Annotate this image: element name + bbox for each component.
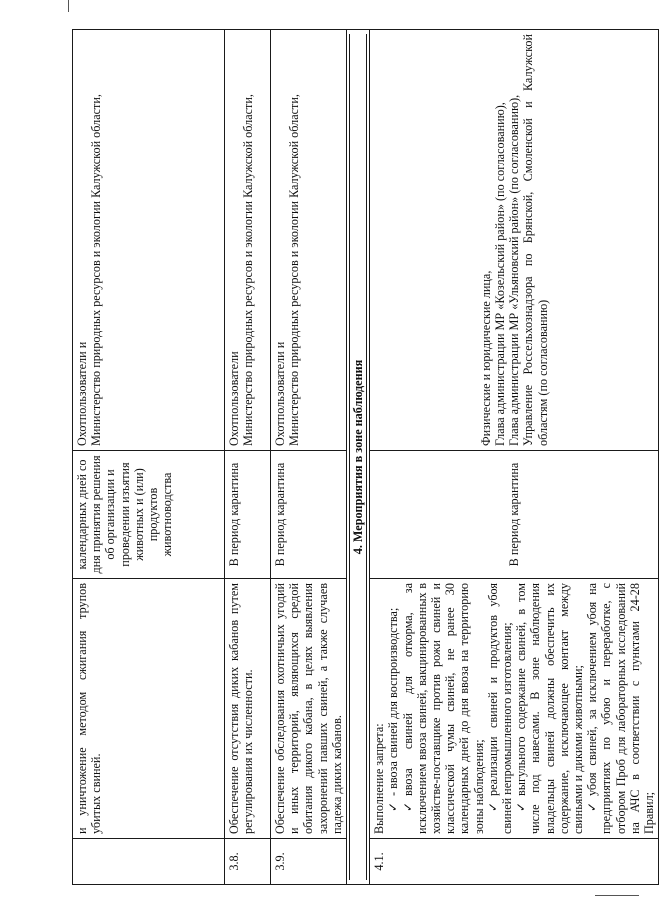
responsible-line: Глава администрации МР «Козельский район» (по согласованию), [492,102,507,446]
section-title: 4. Мероприятия в зоне наблюдения [349,34,367,880]
list-item: ✓реализации свиней и продуктов убоя свиней непромышленного изготовления; [485,583,515,834]
deadline-cell: календарных дней со дня принятия решения об организации и проведении изъятия животных и (или) продуктов животноводства [73,451,225,579]
responsible-cell [225,30,271,451]
list-item: ✓выгульного содержание свиней, в том числе под навесами. В зоне наблюдения владельцы свиней должны обеспечить их содержание, исключающее контакт между свиньями и дикими животными; [514,583,586,834]
checkmark-icon: ✓ [485,801,500,812]
table-row [370,30,659,885]
row-number [73,839,225,885]
rotated-content [72,30,657,885]
row-number: 4.1. [370,839,659,885]
measure-cell: Обеспечение обследования охотничьих угодий и иных территорий, являющихся средой обитания дикого кабана, в целях выявления захоронений павших свиней, а также случаев падежа диких кабанов. [271,579,347,839]
measure-cell: и уничтожение методом сжигания трупов убитых свиней. [73,579,225,839]
list-item: ✓ввоза свиней для откорма, за исключением ввоза свиней, вакцинированных в хозяйстве-поставщике против рожи свиней и классической чумы свиней, не ранее 30 календарных дней до дня ввоза на территорию зоны наблюдения; [400,583,486,834]
table-row [225,30,271,885]
responsible-line: Министерство природных ресурсов и экологии Калужской области, [287,94,302,446]
checkmark-icon: ✓ [386,801,401,812]
checkmark-icon: ✓ [514,801,529,812]
measure-intro: Выполнение запрета: [372,723,387,834]
row-number: 3.9. [271,839,347,885]
responsible-line: Управление Россельхознадзора по Брянской, Смоленской и Калужской областям (по согласованию) [521,34,550,446]
checkmark-icon: ✓ [400,801,415,812]
section-heading-row [347,30,370,885]
responsible-line: Физические и юридические лица, [478,270,493,446]
deadline-cell: В период карантина [271,451,347,579]
measure-cell [370,579,659,839]
list-item: ✓- ввоза свиней для воспроизводства; [386,607,401,812]
document-page [72,30,657,885]
deadline-cell: В период карантина [370,451,659,579]
responsible-line: Министерство природных ресурсов и экологии Калужской области, [89,94,104,446]
responsible-line: Охотпользователи [227,351,241,446]
responsible-line: Охотпользователи и [75,341,89,446]
section-heading [347,30,370,885]
table-row [73,30,225,885]
checkmark-icon: ✓ [585,801,600,812]
table-row [271,30,347,885]
responsible-cell [370,30,659,451]
scan-margin-mark-top [68,0,69,12]
responsible-line: Министерство природных ресурсов и экологии Калужской области, [241,94,256,446]
measures-table [72,29,659,885]
measure-cell: Обеспечение отсутствия диких кабанов путем регулирования их численности. [225,579,271,839]
responsible-line: Охотпользователи и [273,341,287,446]
responsible-cell [73,30,225,451]
responsible-cell [271,30,347,451]
row-number: 3.8. [225,839,271,885]
scan-margin-mark-bottom [595,895,639,896]
list-item: ✓убоя свиней, за исключением убоя на предприятиях по убою и переработке, с отбором Проб для лабораторных исследований на АЧС в соответствии с пунктами 24-28 Правил; [585,583,657,834]
responsible-line: Глава администрации МР «Ульяновский район» (по согласованию), [507,94,522,446]
deadline-cell: В период карантина [225,451,271,579]
